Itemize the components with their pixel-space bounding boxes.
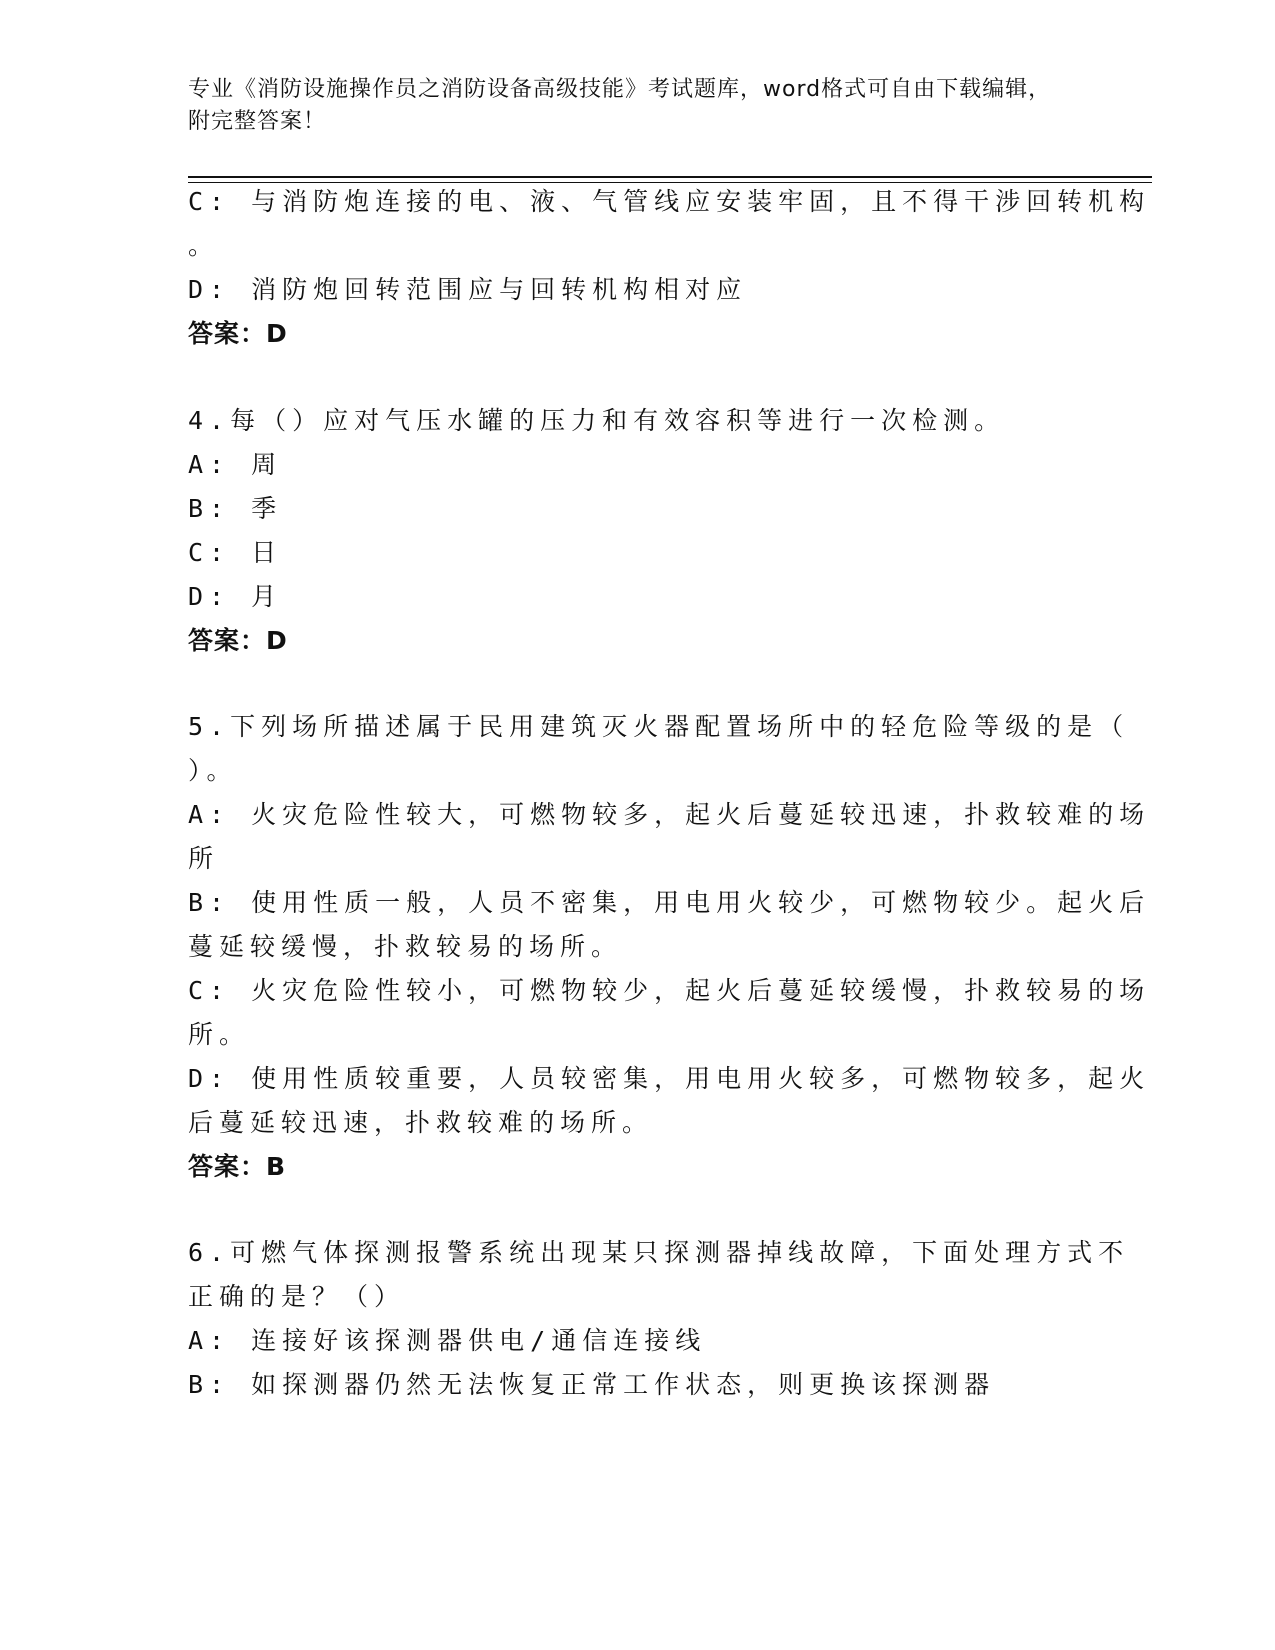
q3-answer: 答案：D (188, 319, 288, 348)
q3-option-c-line2: 。 (188, 231, 220, 260)
q4-option-d: D: 月 (188, 582, 283, 611)
q6-question-line1: 6.可燃气体探测报警系统出现某只探测器掉线故障，下面处理方式不 (188, 1238, 1130, 1267)
q6-option-a: A: 连接好该探测器供电/通信连接线 (188, 1326, 707, 1355)
q5-question-line1: 5.下列场所描述属于民用建筑灭火器配置场所中的轻危险等级的是（ (188, 712, 1130, 741)
q4-option-b: B: 季 (188, 494, 283, 523)
q5-option-d-line1: D: 使用性质较重要，人员较密集，用电用火较多，可燃物较多，起火 (188, 1064, 1151, 1093)
q4-option-a: A: 周 (188, 450, 283, 479)
header-divider-thick (188, 176, 1152, 178)
q5-option-b-line2: 蔓延较缓慢，扑救较易的场所。 (188, 932, 623, 961)
q6-option-b: B: 如探测器仍然无法恢复正常工作状态，则更换该探测器 (188, 1370, 996, 1399)
q5-question-line2: ）。 (188, 756, 238, 785)
q3-option-d: D: 消防炮回转范围应与回转机构相对应 (188, 275, 748, 304)
document-header: 专业《消防设施操作员之消防设备高级技能》考试题库，word格式可自由下载编辑，附完整答案！ (188, 77, 1052, 134)
q3-option-c-line1: C: 与消防炮连接的电、液、气管线应安装牢固，且不得干涉回转机构 (188, 187, 1151, 216)
q5-option-b-line1: B: 使用性质一般，人员不密集，用电用火较少，可燃物较少。起火后 (188, 888, 1151, 917)
q5-option-a-line1: A: 火灾危险性较大，可燃物较多，起火后蔓延较迅速，扑救较难的场 (188, 800, 1151, 829)
q4-question: 4.每（）应对气压水罐的压力和有效容积等进行一次检测。 (188, 406, 1006, 435)
header-divider-thin (188, 182, 1152, 183)
q5-option-c-line2: 所。 (188, 1020, 251, 1049)
q4-option-c: C: 日 (188, 538, 283, 567)
q4-answer: 答案：D (188, 626, 288, 655)
q5-option-d-line2: 后蔓延较迅速，扑救较难的场所。 (188, 1108, 654, 1137)
q5-option-c-line1: C: 火灾危险性较小，可燃物较少，起火后蔓延较缓慢，扑救较易的场 (188, 976, 1151, 1005)
q5-answer: 答案：B (188, 1152, 287, 1181)
q5-option-a-line2: 所 (188, 844, 220, 873)
q6-question-line2: 正确的是？（） (188, 1282, 406, 1311)
